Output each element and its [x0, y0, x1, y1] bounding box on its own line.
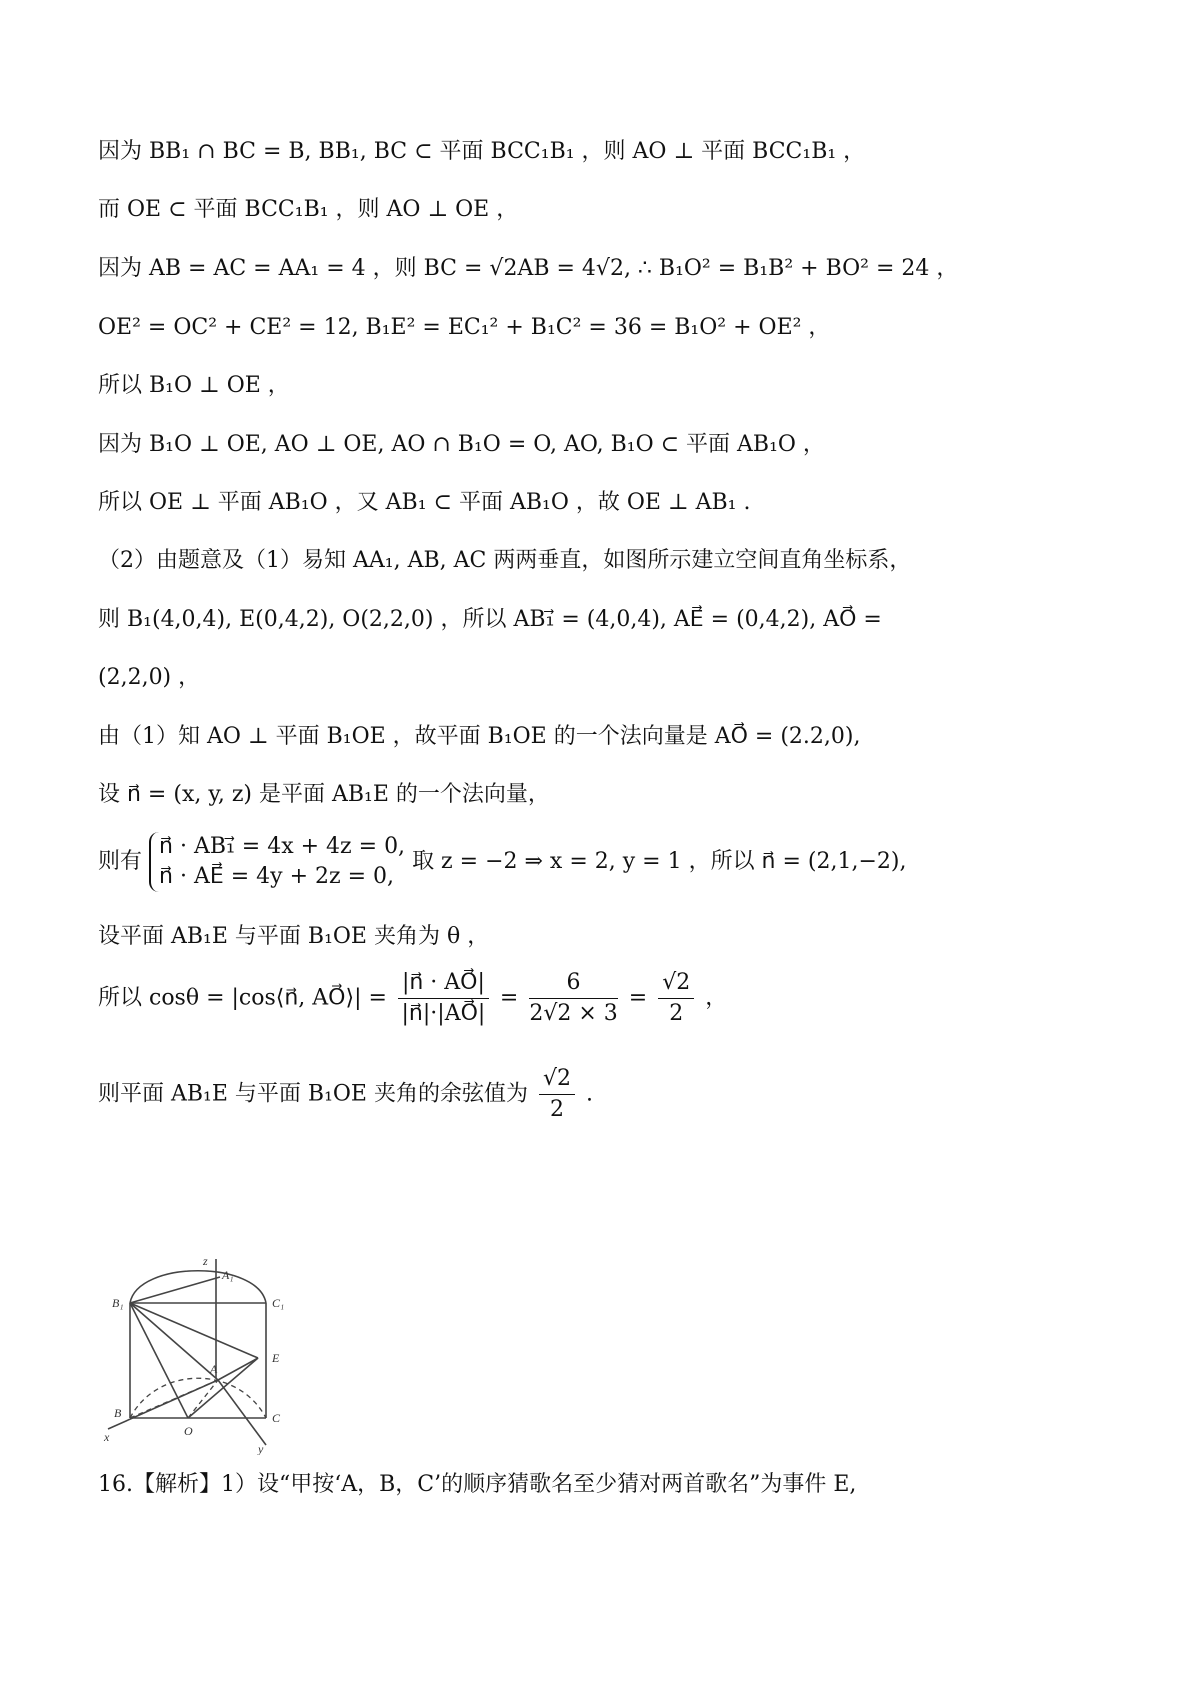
text-line: 因为 AB = AC = AA₁ = 4 ，则 BC = √2AB = 4√2, ∴ B₁O² = B₁B² + BO² = 24 ， — [98, 256, 959, 281]
text-line: 则 B₁(4,0,4), E(0,4,2), O(2,2,0) ，所以 AB₁⃗ = (4,0,4), AE⃗ = (0,4,2), AO⃗ = — [98, 607, 882, 632]
text-line: 由（1）知 AO ⊥ 平面 B₁OE ，故平面 B₁OE 的一个法向量是 AO⃗ = (2.2,0), — [98, 724, 861, 749]
equals-sign: = — [628, 985, 648, 1011]
final-answer-line — [98, 1064, 593, 1125]
label-b1: B₁ — [112, 1296, 124, 1310]
text-line: (2,2,0) ， — [98, 665, 201, 690]
label-c1: C₁ — [272, 1296, 285, 1310]
geometry-figure — [98, 1255, 298, 1455]
system-tail: 取 z = −2 ⇒ x = 2, y = 1 ，所以 n⃗ = (2,1,−2), — [412, 849, 907, 874]
text-line: 而 OE ⊂ 平面 BCC₁B₁ ，则 AO ⊥ OE ， — [98, 197, 519, 222]
cosine-formula-line — [98, 968, 727, 1029]
edge-a-e — [218, 1358, 258, 1380]
edge-b-a-dashed — [130, 1380, 218, 1418]
text-line: 因为 B₁O ⊥ OE, AO ⊥ OE, AO ∩ B₁O = O, AO, B₁O ⊂ 平面 AB₁O ， — [98, 432, 825, 457]
cylinder-diagram — [98, 1255, 298, 1455]
label-x: x — [104, 1430, 110, 1444]
cosine-fraction-3 — [658, 968, 694, 1029]
final-tail: . — [586, 1081, 594, 1107]
cosine-fraction-2 — [529, 968, 617, 1029]
final-answer-text: 则平面 AB₁E 与平面 B₁OE 夹角的余弦值为 — [98, 1081, 528, 1107]
label-e: E — [272, 1351, 280, 1365]
fraction-numerator: √2 — [539, 1064, 575, 1095]
top-arc — [130, 1271, 266, 1303]
fraction-denominator: |n⃗|·|AO⃗| — [401, 1001, 486, 1026]
system-eq1: n⃗ · AB₁⃗ = 4x + 4z = 0, — [159, 834, 406, 859]
text-line: 所以 B₁O ⊥ OE ， — [98, 373, 290, 398]
edge-b1-a1 — [130, 1277, 220, 1303]
fraction-numerator: 6 — [529, 968, 617, 999]
text-line: OE² = OC² + CE² = 12, B₁E² = EC₁² + B₁C² = 36 = B₁O² + OE² ， — [98, 315, 831, 340]
system-eq2: n⃗ · AE⃗ = 4y + 2z = 0, — [159, 864, 394, 889]
fraction-numerator: |n⃗ · AO⃗| — [398, 968, 489, 999]
text-line: （2）由题意及（1）易知 AA₁, AB, AC 两两垂直，如图所示建立空间直角坐标系， — [98, 548, 912, 573]
label-a: A — [210, 1362, 218, 1376]
edge-o-a-dashed — [188, 1380, 218, 1418]
y-axis — [218, 1380, 266, 1445]
fraction-denominator: 2√2 × 3 — [529, 1001, 618, 1026]
label-z: z — [203, 1255, 208, 1268]
fraction-denominator: 2 — [669, 1001, 684, 1026]
bottom-arc-dashed — [130, 1378, 266, 1418]
label-o: O — [184, 1424, 193, 1438]
fraction-numerator: √2 — [658, 968, 694, 999]
equals-sign: = — [499, 985, 519, 1011]
equation-system — [149, 832, 405, 892]
cosine-fraction-1 — [398, 968, 489, 1029]
x-axis — [108, 1380, 218, 1429]
fraction-denominator: 2 — [550, 1097, 564, 1122]
equation-system-line — [98, 832, 907, 892]
label-b: B — [114, 1406, 122, 1420]
text-line: 所以 OE ⊥ 平面 AB₁O ，又 AB₁ ⊂ 平面 AB₁O ，故 OE ⊥ AB₁ . — [98, 490, 751, 515]
label-y: y — [258, 1442, 264, 1455]
text-line: 因为 BB₁ ∩ BC = B, BB₁, BC ⊂ 平面 BCC₁B₁ ，则 AO ⊥ 平面 BCC₁B₁ ， — [98, 139, 866, 164]
label-c: C — [272, 1411, 281, 1425]
cosine-lead: 所以 cosθ = |cos⟨n⃗, AO⃗⟩| = — [98, 985, 387, 1011]
edge-b1-o — [130, 1303, 188, 1418]
system-lead: 则有 — [98, 849, 143, 874]
final-fraction — [539, 1064, 575, 1125]
cosine-tail: ， — [705, 985, 728, 1011]
label-a1: A₁ — [222, 1268, 234, 1282]
text-line: 16.【解析】1）设“甲按‘A，B，C’的顺序猜歌名至少猜对两首歌名”为事件 E, — [98, 1472, 857, 1497]
text-line: 设 n⃗ = (x, y, z) 是平面 AB₁E 的一个法向量， — [98, 782, 550, 807]
edge-b1-a — [130, 1303, 218, 1380]
edge-b1-e — [130, 1303, 258, 1358]
text-line: 设平面 AB₁E 与平面 B₁OE 夹角为 θ ， — [98, 924, 490, 949]
